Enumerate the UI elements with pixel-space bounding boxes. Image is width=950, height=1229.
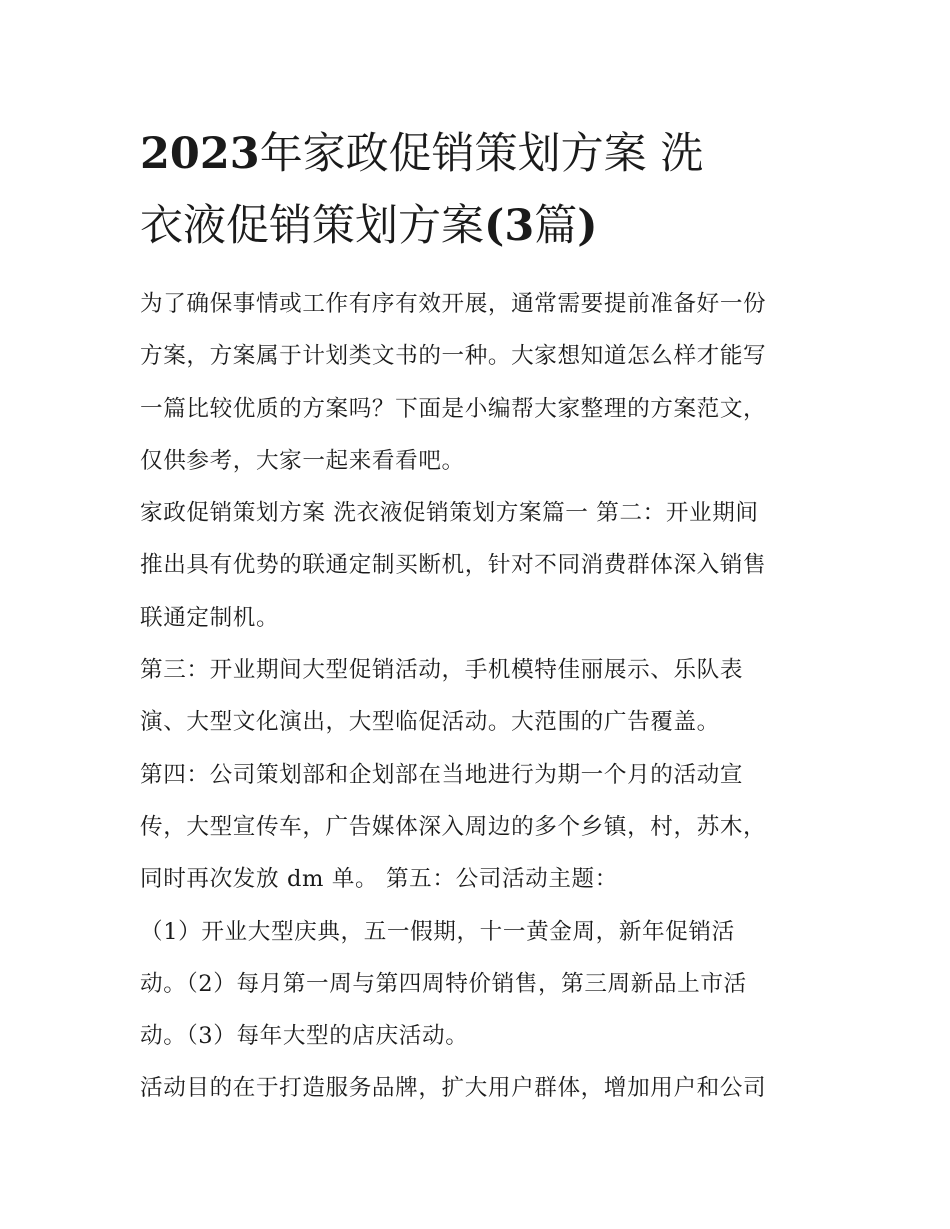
paragraph-line: （1）开业大型庆典，五一假期，十一黄金周，新年促销活 xyxy=(140,918,735,945)
document-title xyxy=(140,118,820,262)
paragraph-line: 联通定制机。 xyxy=(140,604,280,631)
title-count-unit: 篇 xyxy=(534,201,578,251)
paragraph-activity-list xyxy=(140,906,816,1063)
paragraph-line: 动。（2）每月第一周与第四周特价销售，第三周新品上市活 xyxy=(140,970,747,997)
paragraph-point-4 xyxy=(140,749,816,906)
paragraph-line: 为了确保事情或工作有序有效开展，通常需要提前准备好一份 xyxy=(140,291,767,317)
paragraph-line: 方案，方案属于计划类文书的一种。大家想知道怎么样才能写 xyxy=(140,343,767,370)
title-count-close: ) xyxy=(577,201,598,251)
paragraph-line: 家政促销策划方案 洗衣液促销策划方案篇一 第二：开业期间 xyxy=(140,500,759,527)
paragraph-point-3 xyxy=(140,644,816,749)
paragraph-line: 传，大型宣传车，广告媒体深入周边的多个乡镇，村，苏木， xyxy=(140,813,767,840)
title-year: 2023 xyxy=(140,129,260,179)
paragraph-line: 第四：公司策划部和企划部在当地进行为期一个月的活动宣 xyxy=(140,761,744,788)
title-count-open: (3 xyxy=(484,201,535,251)
paragraph-purpose xyxy=(140,1062,816,1114)
paragraph-line: 推出具有优势的联通定制买断机，针对不同消费群体深入销售 xyxy=(140,552,767,579)
document-body xyxy=(140,278,816,1115)
title-text-2: 衣液促销策划方案 xyxy=(140,201,484,251)
paragraph-line: 演、大型文化演出，大型临促活动。大范围的广告覆盖。 xyxy=(140,709,720,736)
paragraph-intro xyxy=(140,278,816,487)
paragraph-line: 活动目的在于打造服务品牌，扩大用户群体，增加用户和公司 xyxy=(140,1075,767,1102)
paragraph-line: 仅供参考，大家一起来看看吧。 xyxy=(140,447,465,474)
title-line-1 xyxy=(140,118,820,190)
paragraph-line: 第三：开业期间大型促销活动，手机模特佳丽展示、乐队表 xyxy=(140,657,744,684)
paragraph-line: 一篇比较优质的方案吗？下面是小编帮大家整理的方案范文， xyxy=(140,395,767,422)
title-line-2 xyxy=(140,190,820,262)
paragraph-section-1 xyxy=(140,487,816,644)
paragraph-line: 动。（3）每年大型的店庆活动。 xyxy=(140,1023,469,1050)
title-text-1: 年家政促销策划方案 洗 xyxy=(259,129,704,179)
paragraph-line: 同时再次发放 dm 单。 第五：公司活动主题： xyxy=(140,866,618,893)
